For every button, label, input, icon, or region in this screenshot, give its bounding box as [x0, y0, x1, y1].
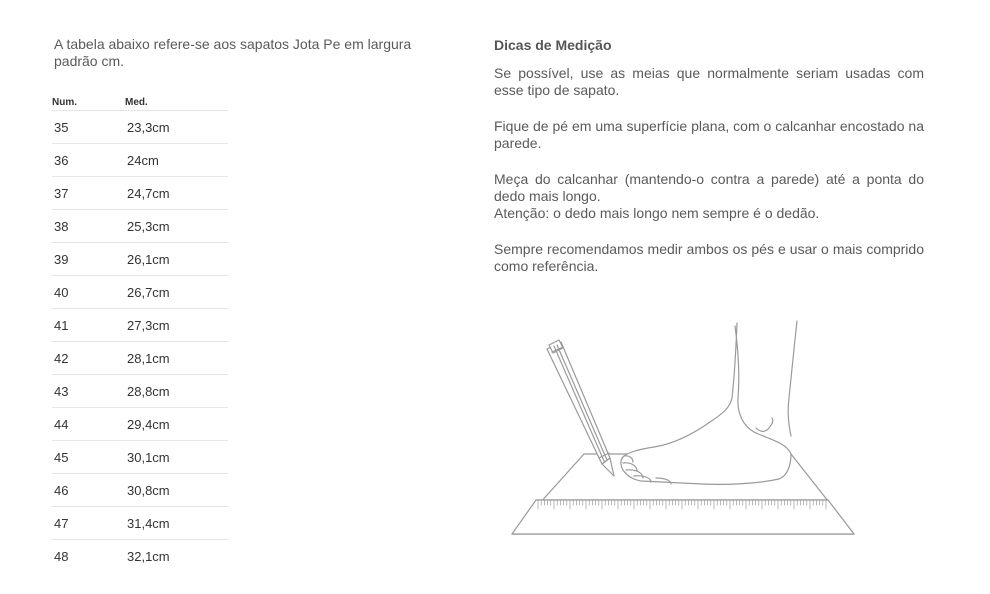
table-row	[52, 111, 228, 144]
size-number: 44	[52, 408, 125, 441]
size-measure: 24,7cm	[125, 177, 228, 210]
table-row	[52, 210, 228, 243]
measurement-tips-section	[494, 37, 924, 294]
size-measure: 28,8cm	[125, 375, 228, 408]
tip-measure-block	[494, 171, 924, 222]
column-header-num: Num.	[52, 90, 125, 111]
tip-socks: Se possível, use as meias que normalmente seriam usadas com esse tipo de sapato.	[494, 65, 924, 98]
size-number: 46	[52, 474, 125, 507]
table-row	[52, 243, 228, 276]
size-measure: 31,4cm	[125, 507, 228, 540]
table-row	[52, 144, 228, 177]
table-row	[52, 540, 228, 573]
size-number: 43	[52, 375, 125, 408]
size-measure: 26,7cm	[125, 276, 228, 309]
table-row	[52, 177, 228, 210]
tip-stand: Fique de pé em uma superfície plana, com o calcanhar encostado na parede.	[494, 118, 924, 151]
size-guide-section	[54, 36, 434, 572]
size-table-header-row	[52, 90, 228, 111]
size-number: 42	[52, 342, 125, 375]
size-table-intro: A tabela abaixo refere-se aos sapatos Jota Pe em largura padrão cm.	[54, 36, 412, 69]
size-number: 41	[52, 309, 125, 342]
size-measure: 25,3cm	[125, 210, 228, 243]
foot-measuring-illustration-icon	[506, 318, 860, 540]
table-row	[52, 408, 228, 441]
table-row	[52, 474, 228, 507]
size-measure: 32,1cm	[127, 548, 170, 564]
size-number: 37	[52, 177, 125, 210]
tip-measure: Meça do calcanhar (mantendo-o contra a parede) até a ponta do dedo mais longo.	[494, 171, 924, 204]
size-measure: 23,3cm	[125, 111, 228, 144]
size-number: 48	[54, 548, 69, 564]
size-number: 40	[52, 276, 125, 309]
size-measure: 28,1cm	[125, 342, 228, 375]
table-row	[52, 507, 228, 540]
table-row	[52, 309, 228, 342]
table-row	[52, 441, 228, 474]
table-row	[52, 276, 228, 309]
table-row	[52, 375, 228, 408]
size-number: 45	[52, 441, 125, 474]
size-measure: 26,1cm	[125, 243, 228, 276]
table-row	[52, 342, 228, 375]
size-table	[52, 90, 228, 572]
size-measure: 29,4cm	[125, 408, 228, 441]
tips-title: Dicas de Medição	[494, 37, 612, 53]
size-measure: 30,8cm	[125, 474, 228, 507]
size-measure: 24cm	[125, 144, 228, 177]
tip-both-feet: Sempre recomendamos medir ambos os pés e usar o mais comprido como referência.	[494, 241, 924, 274]
column-header-med: Med.	[125, 90, 228, 111]
size-number: 35	[52, 111, 125, 144]
size-number: 38	[52, 210, 125, 243]
size-number: 47	[52, 507, 125, 540]
size-measure: 27,3cm	[125, 309, 228, 342]
tip-attention: Atenção: o dedo mais longo nem sempre é o dedão.	[494, 205, 820, 221]
size-number: 39	[52, 243, 125, 276]
size-number: 36	[52, 144, 125, 177]
size-measure: 30,1cm	[125, 441, 228, 474]
